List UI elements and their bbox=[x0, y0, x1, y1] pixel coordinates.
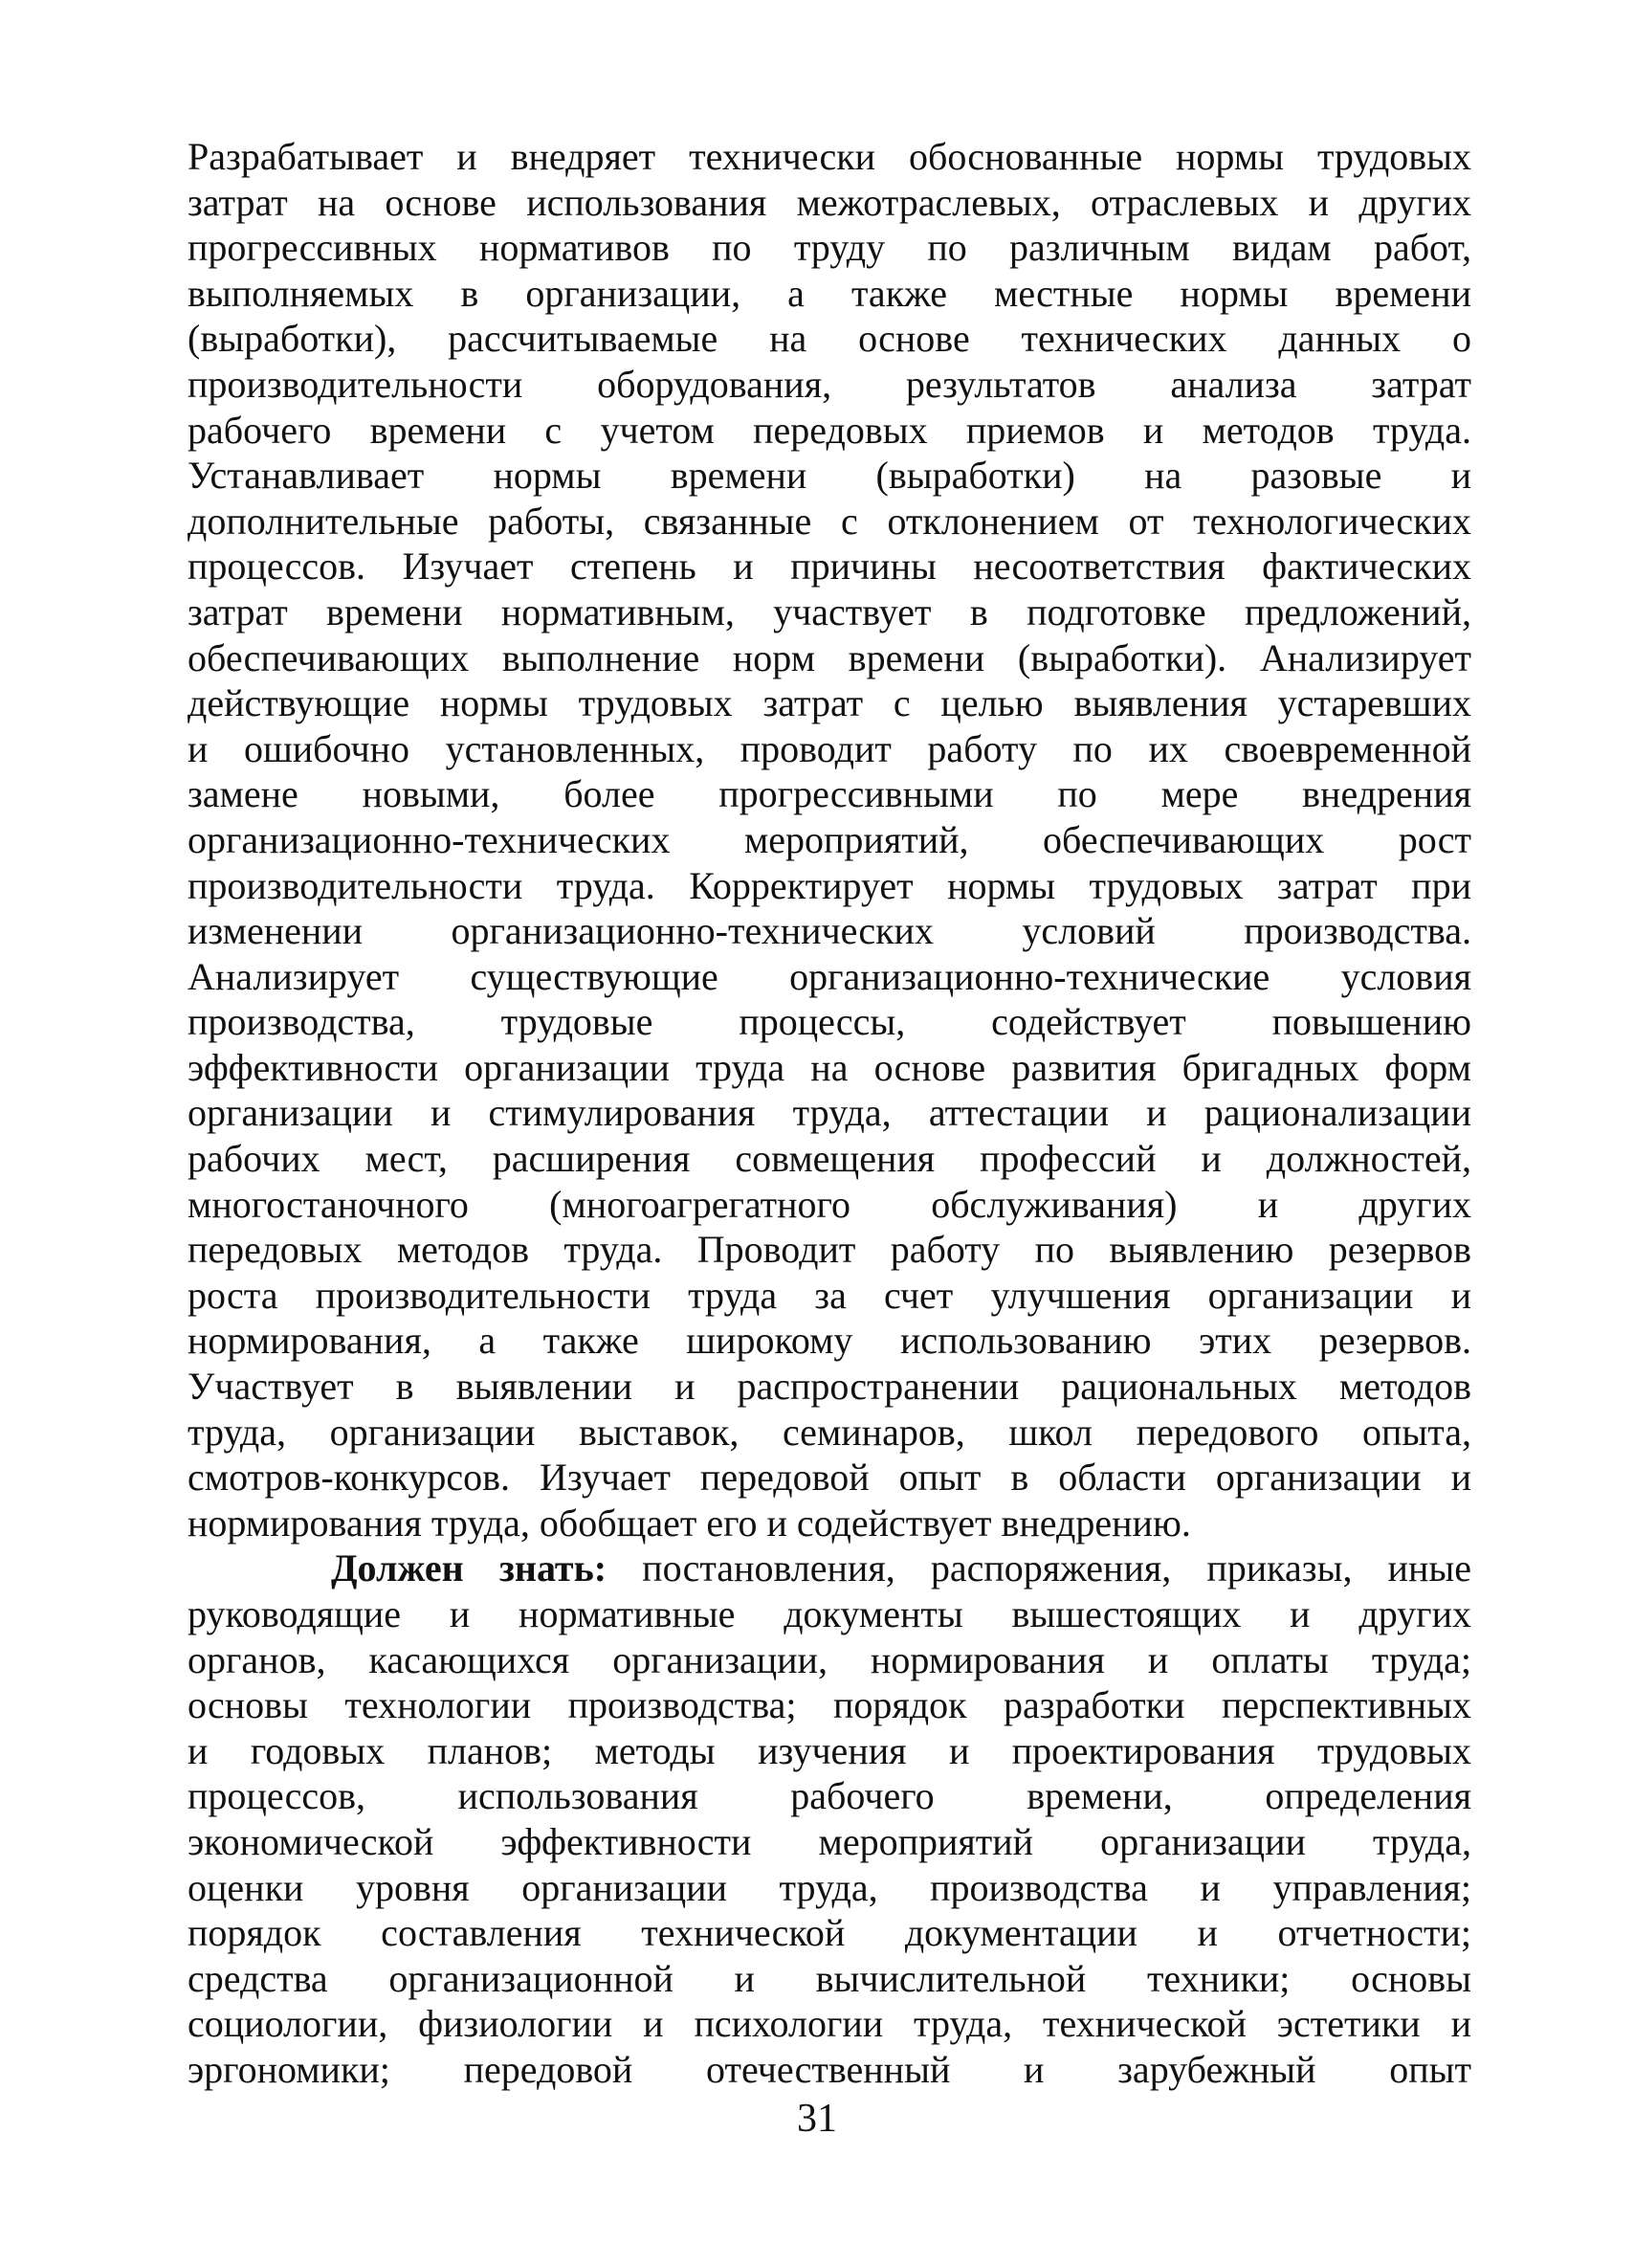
text-line: и годовых планов; методы изучения и проектирования трудовых bbox=[188, 1728, 1471, 1772]
heading-continuation: постановления, распоряжения, приказы, иные bbox=[607, 1546, 1471, 1590]
text-line: Устанавливает нормы времени (выработки) на разовые и bbox=[188, 454, 1471, 498]
text-line: и ошибочно установленных, проводит работу по их своевременной bbox=[188, 726, 1471, 770]
text-line: экономической эффективности мероприятий организации труда, bbox=[188, 1819, 1471, 1863]
text-line: прогрессивных нормативов по труду по различным видам работ, bbox=[188, 226, 1471, 270]
text-line: эргономики; передовой отечественный и зарубежный опыт bbox=[188, 2047, 1471, 2091]
text-line-heading bbox=[188, 1545, 1471, 1591]
text-line: изменении организационно-технических условий производства. bbox=[188, 909, 1471, 953]
text-line: рабочего времени с учетом передовых приемов и методов труда. bbox=[188, 408, 1471, 452]
page-number: 31 bbox=[797, 2097, 837, 2141]
text-line: выполняемых в организации, а также местные нормы времени bbox=[188, 271, 1471, 315]
section-heading: Должен знать: bbox=[331, 1546, 607, 1590]
text-line: производительности оборудования, результатов анализа затрат bbox=[188, 362, 1471, 406]
text-line: труда, организации выставок, семинаров, школ передового опыта, bbox=[188, 1410, 1471, 1454]
text-line: организационно-технических мероприятий, обеспечивающих рост bbox=[188, 817, 1471, 861]
text-line: многостаночного (многоагрегатного обслуживания) и других bbox=[188, 1182, 1471, 1226]
text-line: нормирования труда, обобщает его и содействует внедрению. bbox=[188, 1501, 1191, 1545]
body-text bbox=[188, 134, 1471, 2093]
text-line: процессов, использования рабочего времени, определения bbox=[188, 1774, 1471, 1818]
text-line: порядок составления технической документации и отчетности; bbox=[188, 1911, 1471, 1955]
paragraph-duties bbox=[188, 134, 1471, 1545]
text-line: Участвует в выявлении и распространении рациональных методов bbox=[188, 1365, 1471, 1409]
text-line: затрат на основе использования межотраслевых, отраслевых и других bbox=[188, 180, 1471, 224]
text-line: организации и стимулирования труда, аттестации и рационализации bbox=[188, 1091, 1471, 1135]
text-line: действующие нормы трудовых затрат с целью выявления устаревших bbox=[188, 681, 1471, 725]
text-line: оценки уровня организации труда, производства и управления; bbox=[188, 1865, 1471, 1909]
text-line: средства организационной и вычислительной техники; основы bbox=[188, 1956, 1471, 2000]
text-line: дополнительные работы, связанные с отклонением от технологических bbox=[188, 499, 1471, 543]
text-line: руководящие и нормативные документы вышестоящих и других bbox=[188, 1592, 1471, 1635]
text-line: Разрабатывает и внедряет технически обоснованные нормы трудовых bbox=[188, 135, 1471, 178]
text-line: роста производительности труда за счет улучшения организации и bbox=[188, 1273, 1471, 1317]
text-line: смотров-конкурсов. Изучает передовой опыт в области организации и bbox=[188, 1456, 1471, 1500]
text-line: (выработки), рассчитываемые на основе технических данных о bbox=[188, 317, 1471, 361]
text-line: затрат времени нормативным, участвует в подготовке предложений, bbox=[188, 589, 1471, 634]
text-line: рабочих мест, расширения совмещения профессий и должностей, bbox=[188, 1137, 1471, 1181]
text-line: органов, касающихся организации, нормирования и оплаты труда; bbox=[188, 1637, 1471, 1681]
text-line: производства, трудовые процессы, содействует повышению bbox=[188, 1000, 1471, 1044]
text-line: передовых методов труда. Проводит работу по выявлению резервов bbox=[188, 1228, 1471, 1272]
text-line: социологии, физиологии и психологии труда, технической эстетики и bbox=[188, 2002, 1471, 2046]
text-line: замене новыми, более прогрессивными по мере внедрения bbox=[188, 772, 1471, 816]
text-line: процессов. Изучает степень и причины несоответствия фактических bbox=[188, 545, 1471, 589]
text-line: обеспечивающих выполнение норм времени (выработки). Анализирует bbox=[188, 635, 1471, 679]
text-line: основы технологии производства; порядок разработки перспективных bbox=[188, 1683, 1471, 1727]
text-line: Анализирует существующие организационно-технические условия bbox=[188, 954, 1471, 998]
text-line: производительности труда. Корректирует нормы трудовых затрат при bbox=[188, 863, 1471, 907]
text-line: нормирования, а также широкому использованию этих резервов. bbox=[188, 1319, 1471, 1363]
text-line: эффективности организации труда на основе развития бригадных форм bbox=[188, 1045, 1471, 1089]
paragraph-must-know bbox=[188, 1545, 1471, 2092]
